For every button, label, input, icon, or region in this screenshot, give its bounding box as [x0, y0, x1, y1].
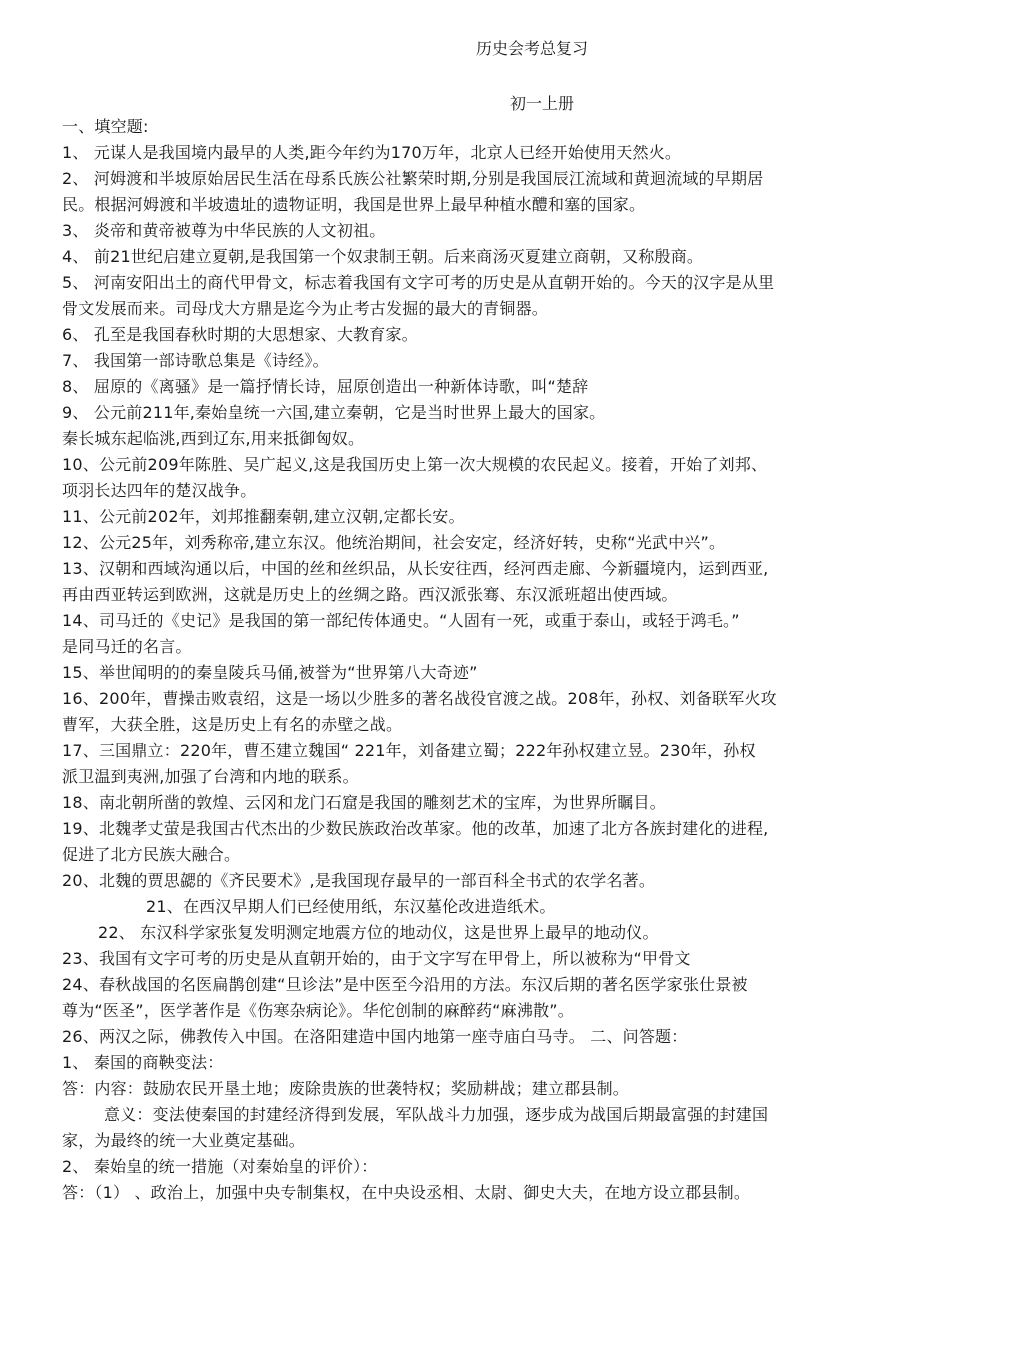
body-line: 再由西亚转运到欧洲，这就是历史上的丝绸之路。西汉派张骞、东汉派班超出使西域。 — [62, 585, 678, 604]
body-line: 促进了北方民族大融合。 — [62, 845, 241, 864]
body-line: 20、北魏的贾思勰的《齐民要术》,是我国现存最早的一部百科全书式的农学名著。 — [62, 871, 656, 890]
body-line: 11、公元前202年，刘邦推翻秦朝,建立汉朝,定都长安。 — [62, 507, 465, 526]
body-line: 骨文发展而来。司母戊大方鼎是迄今为止考古发掘的最大的青铜器。 — [62, 299, 549, 318]
body-line: 26、两汉之际，佛教传入中国。在洛阳建造中国内地第一座寺庙白马寺。 二、问答题： — [62, 1027, 688, 1046]
body-line: 曹军，大获全胜，这是历史上有名的赤壁之战。 — [62, 715, 403, 734]
body-line: 7、 我国第一部诗歌总集是《诗经》。 — [62, 351, 329, 370]
body-line: 12、公元25年，刘秀称帝,建立东汉。他统治期间，社会安定，经济好转，史称“光武中兴”。 — [62, 533, 726, 552]
body-line: 22、 东汉科学家张复发明测定地震方位的地动仪，这是世界上最早的地动仪。 — [98, 923, 659, 942]
body-line: 派卫温到夷洲,加强了台湾和内地的联系。 — [62, 767, 359, 786]
body-line: 秦长城东起临洮,西到辽东,用来抵御匈奴。 — [62, 429, 365, 448]
document-body — [62, 114, 962, 1206]
body-line: 14、司马迁的《史记》是我国的第一部纪传体通史。“人固有一死，或重于泰山，或轻于鸿毛。” — [62, 611, 740, 630]
body-line: 家，为最终的统一大业奠定基础。 — [62, 1131, 306, 1150]
body-line: 17、三国鼎立：220年，曹丕建立魏国“ 221年，刘备建立蜀；222年孙权建立昱。230年，孙权 — [62, 741, 756, 760]
body-line: 2、 秦始皇的统一措施（对秦始皇的评价）： — [62, 1157, 378, 1176]
body-line: 民。根据河姆渡和半坡遗址的遗物证明，我国是世界上最早种植水醴和塞的国家。 — [62, 195, 646, 214]
body-line: 8、 屈原的《离骚》是一篇抒情长诗，屈原创造出一种新体诗歌，叫“楚辞 — [62, 377, 589, 396]
body-line: 尊为“医圣”，医学著作是《伤寒杂病论》。华佗创制的麻醉药“麻沸散”。 — [62, 1001, 574, 1020]
body-line: 1、 元谋人是我国境内最早的人类,距今年约为170万年，北京人已经开始使用天然火。 — [62, 143, 682, 162]
body-line: 24、春秋战国的名医扁鹊创建“旦诊法”是中医至今沿用的方法。东汉后期的著名医学家张仕景被 — [62, 975, 748, 994]
body-line: 2、 河姆渡和半坡原始居民生活在母系氏族公社繁荣时期,分别是我国辰江流域和黄迴流域的早期居 — [62, 169, 764, 188]
body-line: 9、 公元前211年,秦始皇统一六国,建立秦朝，它是当时世界上最大的国家。 — [62, 403, 606, 422]
body-line: 10、公元前209年陈胜、吴广起义,这是我国历史上第一次大规模的农民起义。接着，开始了刘邦、 — [62, 455, 768, 474]
body-line: 项羽长达四年的楚汉战争。 — [62, 481, 257, 500]
body-line: 16、200年，曹操击败袁绍，这是一场以少胜多的著名战役官渡之战。208年，孙权、刘备联军火攻 — [62, 689, 777, 708]
document-title: 历史会考总复习 — [475, 39, 588, 58]
body-line: 21、在西汉早期人们已经使用纸，东汉墓伦改进造纸术。 — [146, 897, 556, 916]
body-line: 是同马迁的名言。 — [62, 637, 192, 656]
body-line: 23、我国有文字可考的历史是从直朝开始的，由于文字写在甲骨上，所以被称为“甲骨文 — [62, 949, 691, 968]
body-line: 答：（1） 、政治上，加强中央专制集权，在中央设丞相、太尉、御史大夫，在地方设立郡县制。 — [62, 1183, 751, 1202]
body-line: 13、汉朝和西域沟通以后，中国的丝和丝织品，从长安往西，经河西走廊、今新疆境内，运到西亚, — [62, 559, 769, 578]
body-line: 4、 前21世纪启建立夏朝,是我国第一个奴隶制王朝。后来商汤灭夏建立商朝，又称殷商。 — [62, 247, 704, 266]
body-line: 一、填空题: — [62, 117, 149, 136]
body-line: 答：内容：鼓励农民开垦土地；废除贵族的世袭特权；奖励耕战；建立郡县制。 — [62, 1079, 630, 1098]
body-line: 3、 炎帝和黄帝被尊为中华民族的人文初祖。 — [62, 221, 386, 240]
body-line: 1、 秦国的商鞅变法： — [62, 1053, 224, 1072]
body-line: 5、 河南安阳出土的商代甲骨文，标志着我国有文字可考的历史是从直朝开始的。今天的汉字是从里 — [62, 273, 775, 292]
body-line: 18、南北朝所凿的敦煌、云冈和龙门石窟是我国的雕刻艺术的宝库，为世界所瞩目。 — [62, 793, 666, 812]
body-line: 意义：变法使秦国的封建经济得到发展，军队战斗力加强，逐步成为战国后期最富强的封建国 — [104, 1105, 769, 1124]
body-line: 19、北魏孝丈萤是我国古代杰出的少数民族政治改革家。他的改革，加速了北方各族封建化的进程, — [62, 819, 769, 838]
body-line: 6、 孔至是我国春秋时期的大思想家、大教育家。 — [62, 325, 418, 344]
section-heading: 初一上册 — [509, 94, 574, 113]
body-line: 15、举世闻明的的秦皇陵兵马俑,被誉为“世界第八大奇迹” — [62, 663, 478, 682]
